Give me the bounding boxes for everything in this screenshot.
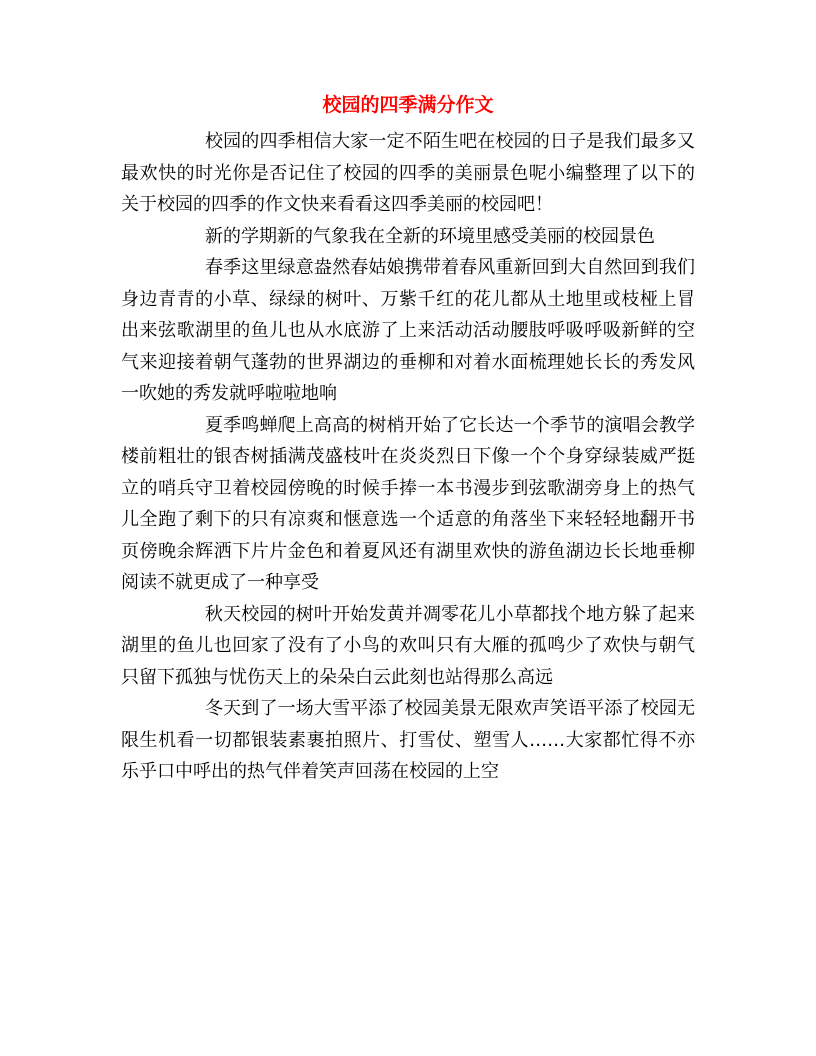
paragraph-autumn: 秋天校园的树叶开始发黄并凋零花儿小草都找个地方躲了起来湖里的鱼儿也回家了没有了小鸟的欢叫只有大雁的孤鸣少了欢快与朝气只留下孤独与忧伤天上的朵朵白云此刻也站得那么高远 (121, 603, 695, 688)
document-title: 校园的四季满分作文 (322, 94, 494, 116)
paragraph-winter: 冬天到了一场大雪平添了校园美景无限欢声笑语平添了校园无限生机看一切都银装素裹拍照片、打雪仗、塑雪人……大家都忙得不亦乐乎口中呼出的热气伴着笑声回荡在校园的上空 (121, 698, 695, 782)
paragraph-summer: 夏季鸣蝉爬上高高的树梢开始了它长达一个季节的演唱会教学楼前粗壮的银杏树插满茂盛枝叶在炎炎烈日下像一个个身穿绿装威严挺立的哨兵守卫着校园傍晚的时候手捧一本书漫步到弦歌湖旁身上的热气儿全跑了剩下的只有凉爽和惬意选一个适意的角落坐下来轻轻地翻开书页傍晚余辉洒下片片金色和着夏风还有湖里欢快的游鱼湖边长长地垂柳阅读不就更成了一种享受 (121, 414, 695, 593)
document-page (121, 92, 695, 788)
paragraph-intro: 校园的四季相信大家一定不陌生吧在校园的日子是我们最多又最欢快的时光你是否记住了校园的四季的美丽景色呢小编整理了以下的关于校园的四季的作文快来看看这四季美丽的校园吧！ (121, 131, 695, 215)
paragraph-new-semester: 新的学期新的气象我在全新的环境里感受美丽的校园景色 (205, 225, 655, 247)
paragraph-spring: 春季这里绿意盎然春姑娘携带着春风重新回到大自然回到我们身边青青的小草、绿绿的树叶、万紫千红的花儿都从土地里或枝桠上冒出来弦歌湖里的鱼儿也从水底游了上来活动活动腰肢呼吸呼吸新鲜的空气来迎接着朝气蓬勃的世界湖边的垂柳和对着水面梳理她长长的秀发风一吹她的秀发就呼啦啦地响 (121, 257, 695, 404)
